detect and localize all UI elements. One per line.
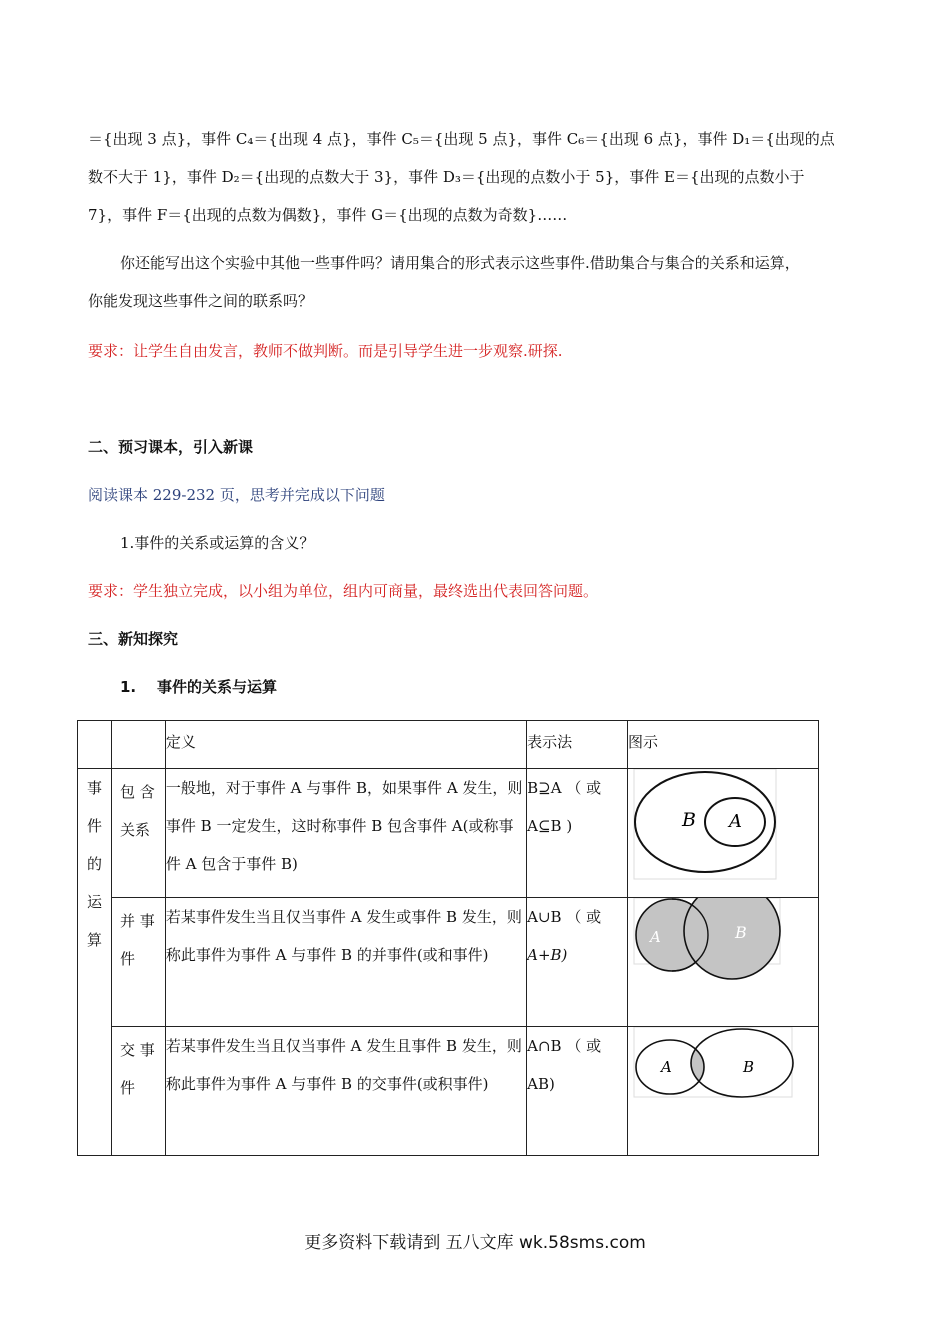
text-line: 你能发现这些事件之间的联系吗？ [88, 292, 314, 310]
notation-line: A∪B （ 或 [527, 908, 602, 926]
group-char: 算 [86, 931, 102, 949]
notation-text [527, 898, 628, 1027]
table-row [78, 1027, 819, 1156]
header-definition: 定义 [165, 721, 526, 769]
table-row [78, 769, 819, 898]
section-heading-3: 三、新知探究 [88, 630, 179, 648]
footer-download-note: 更多资料下载请到 五八文库 wk.58sms.com [304, 1233, 646, 1253]
question-1: 1.事件的关系或运算的含义？ [120, 534, 315, 552]
group-char: 事 [86, 779, 102, 797]
notation-text [527, 769, 628, 898]
venn-inclusion-diagram [628, 769, 818, 893]
paragraph-events [88, 120, 878, 234]
header-figure: 图示 [627, 721, 818, 769]
header-cell [78, 721, 112, 769]
group-char: 运 [86, 893, 102, 911]
text-line: ＝{出现 3 点}，事件 C₄＝{出现 4 点}，事件 C₅＝{出现 5 点}，事件 C₆＝{出现 6 点}，事件 D₁＝{出现的点 [88, 130, 835, 148]
label-a: A [728, 811, 742, 832]
label-b: B [734, 923, 747, 942]
figure-intersection [627, 1027, 818, 1156]
relation-name: 包 含 关系 [111, 769, 165, 898]
text-line: 数不大于 1}，事件 D₂＝{出现的点数大于 3}，事件 D₃＝{出现的点数小于 5}，事件 E＝{出现的点数小于 [88, 168, 805, 186]
definition-text: 若某事件发生当且仅当事件 A 发生且事件 B 发生，则称此事件为事件 A 与事件 B 的交事件(或积事件) [165, 1027, 526, 1156]
notation-line: B⊇A （ 或 [527, 779, 602, 797]
venn-union-diagram [628, 898, 818, 1022]
relation-name: 交 事 件 [111, 1027, 165, 1156]
relation-name: 并 事 件 [111, 898, 165, 1027]
table-header-row [78, 721, 819, 769]
header-cell [111, 721, 165, 769]
group-char: 件 [86, 817, 102, 835]
section-heading-2: 二、预习课本，引入新课 [88, 438, 254, 456]
definition-text: 若某事件发生当且仅当事件 A 发生或事件 B 发生，则称此事件为事件 A 与事件 B 的并事件(或和事件) [165, 898, 526, 1027]
label-b: B [681, 809, 696, 831]
requirement-2: 要求：学生独立完成，以小组为单位，组内可商量，最终选出代表回答问题。 [88, 582, 599, 600]
header-notation: 表示法 [527, 721, 628, 769]
notation-text [527, 1027, 628, 1156]
notation-line: AB) [527, 1075, 555, 1093]
venn-intersection-diagram [628, 1027, 818, 1151]
notation-line: A⊆B ) [527, 817, 573, 835]
figure-inclusion [627, 769, 818, 898]
reading-instruction: 阅读课本 229-232 页，思考并完成以下问题 [88, 486, 385, 504]
paragraph-question [88, 244, 878, 320]
group-label-cell [78, 769, 112, 1156]
definition-text: 一般地，对于事件 A 与事件 B，如果事件 A 发生，则事件 B 一定发生，这时称事件 B 包含事件 A(或称事件 A 包含于事件 B) [165, 769, 526, 898]
notation-line: A∩B （ 或 [527, 1037, 602, 1055]
label-a: A [649, 928, 661, 946]
requirement-1: 要求：让学生自由发言，教师不做判断。而是引导学生进一步观察.研探. [88, 342, 563, 360]
figure-union [627, 898, 818, 1027]
label-b: B [742, 1058, 755, 1076]
subsection-heading: 1. 事件的关系与运算 [120, 678, 278, 696]
notation-line: A+B) [527, 946, 568, 964]
group-char: 的 [86, 855, 102, 873]
text-line: 你还能写出这个实验中其他一些事件吗？请用集合的形式表示这些事件.借助集合与集合的关系和运算， [120, 254, 800, 272]
text-line: 7}，事件 F＝{出现的点数为偶数}，事件 G＝{出现的点数为奇数}…… [88, 206, 568, 224]
table-row [78, 898, 819, 1027]
events-operations-table [77, 720, 819, 1156]
label-a: A [660, 1058, 672, 1076]
